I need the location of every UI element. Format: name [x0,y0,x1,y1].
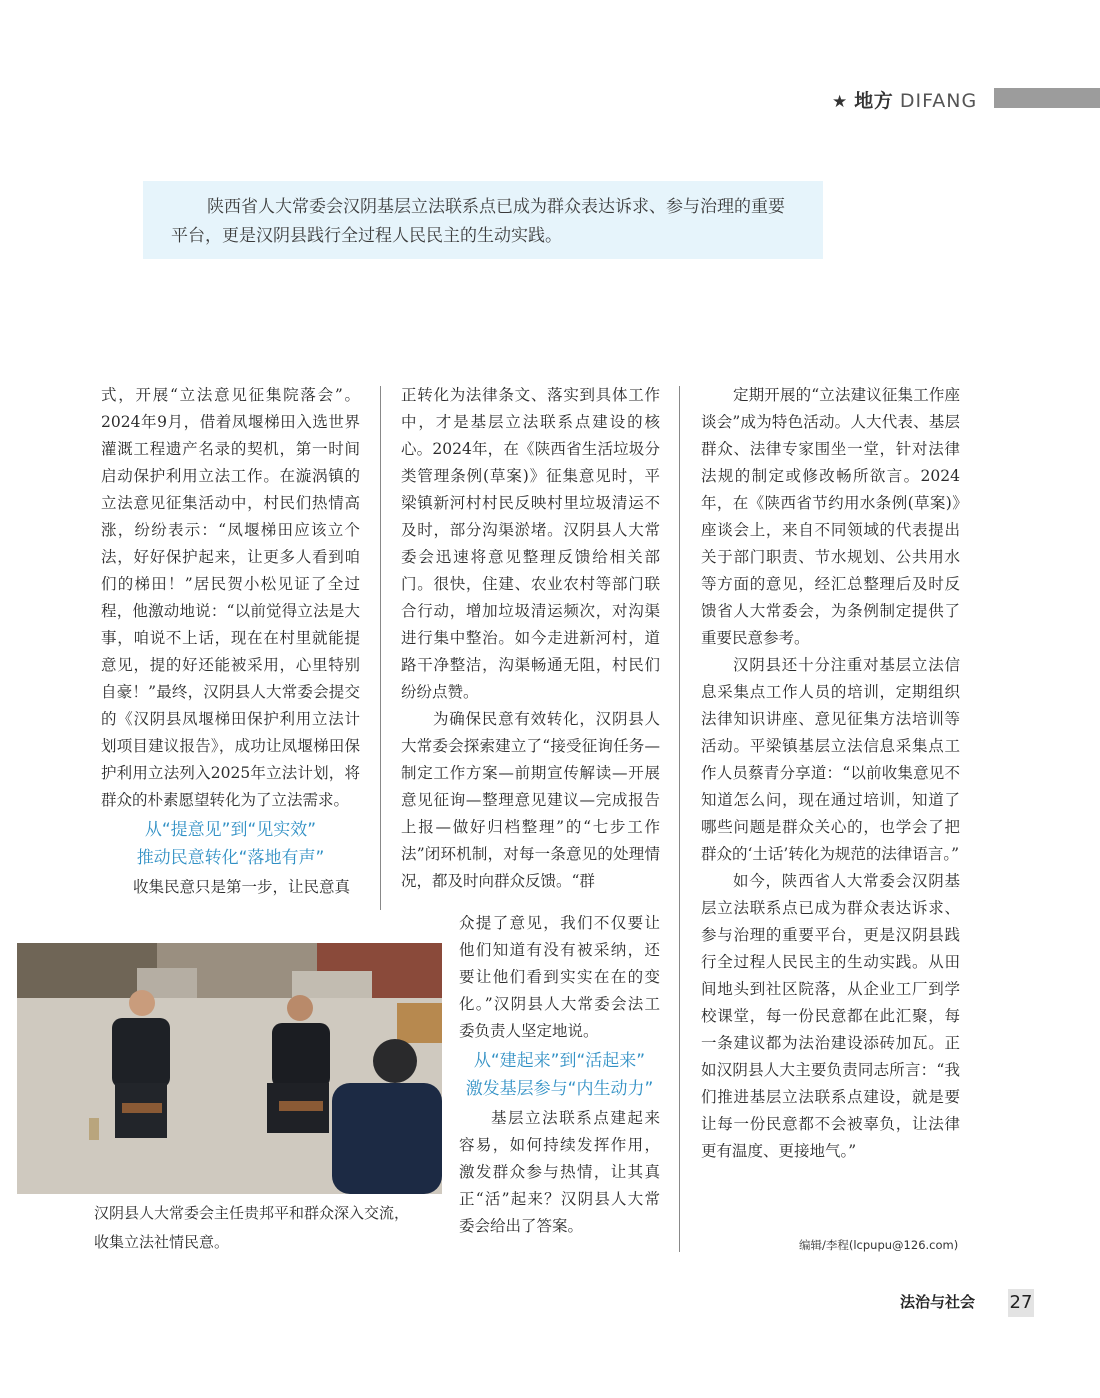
section-name-en: DIFANG [899,90,978,112]
subheading [101,816,360,872]
subheading-line: 从“建起来”到“活起来” [473,1051,646,1071]
paragraph: 为确保民意有效转化，汉阴县人大常委会探索建立了“接受征询任务—制定工作方案—前期宣传解读—开展意见征询—整理意见建议—完成报告上报—做好归档整理”的“七步工作法”闭环机制，对每一条意见的处理情况，都及时向群众反馈。“群 [401,710,660,890]
paragraph: 基层立法联系点建起来容易，如何持续发挥作用，激发群众参与热情，让其真正“活”起来？汉阴县人大常委会给出了答案。 [459,1109,660,1235]
paragraph: 收集民意只是第一步，让民意真 [133,878,351,896]
paragraph: 如今，陕西省人大常委会汉阴基层立法联系点已成为群众表达诉求、参与治理的重要平台，更是汉阴县践行全过程人民民主的生动实践。从田间地头到社区院落，从企业工厂到学校课堂，每一份民意都在此汇聚，每一条建议都为法治建设添砖加瓦。正如汉阴县人大主要负责同志所言：“我们推进基层立法联系点建设，就是要让每一份民意都不会被辜负，让法律更有温度、更接地气。” [701,872,960,1160]
column-2 [401,382,660,895]
subheading-line: 从“提意见”到“见实效” [144,820,317,840]
editor-credit: 编辑/李程(lcpupu@126.com) [799,1238,959,1252]
paragraph: 正转化为法律条文、落实到具体工作中，才是基层立法联系点建设的核心。2024年，在《陕西省生活垃圾分类管理条例(草案)》征集意见时，平梁镇新河村村民反映村里垃圾清运不及时，部分沟渠淤堵。汉阴县人大常委会迅速将意见整理反馈给相关部门。很快，住建、农业农村等部门联合行动，增加垃圾清运频次，对沟渠进行集中整治。如今走进新河村，道路干净整洁，沟渠畅通无阻，村民们纷纷点赞。 [401,386,660,701]
column-divider [380,386,381,910]
column-divider [679,386,680,1252]
column-2-continued [459,910,660,1240]
section-name-cn: 地方 [854,90,894,112]
subheading-line: 激发基层参与“内生动力” [465,1079,654,1099]
magazine-name: 法治与社会 [900,1293,976,1311]
section-bar [994,88,1100,108]
paragraph: 汉阴县还十分注重对基层立法信息采集点工作人员的培训，定期组织法律知识讲座、意见征集方法培训等活动。平梁镇基层立法信息采集点工作人员蔡青分享道：“以前收集意见不知道怎么问，现在通过培训，知道了哪些问题是群众关心的，也学会了把群众的‘土话’转化为规范的法律语言。” [701,656,960,863]
page-number: 27 [1008,1289,1034,1317]
column-3 [701,382,960,1165]
paragraph: 定期开展的“立法建议征集工作座谈会”成为特色活动。人大代表、基层群众、法律专家围坐一堂，针对法律法规的制定或修改畅所欲言。2024年，在《陕西省节约用水条例(草案)》座谈会上，来自不同领域的代表提出关于部门职责、节水规划、公共用水等方面的意见，经汇总整理后及时反馈省人大常委会，为条例制定提供了重要民意参考。 [701,386,960,647]
paragraph: 式，开展“立法意见征集院落会”。2024年9月，借着凤堰梯田入选世界灌溉工程遗产名录的契机，第一时间启动保护利用立法工作。在漩涡镇的立法意见征集活动中，村民们热情高涨，纷纷表示：“凤堰梯田应该立个法，好好保护起来，让更多人看到咱们的梯田！”居民贺小松见证了全过程，他激动地说：“以前觉得立法是大事，咱说不上话，现在在村里就能提意见，提的好还能被采用，心里特别自豪！”最终，汉阴县人大常委会提交的《汉阴县凤堰梯田保护利用立法计划项目建议报告》，成功让凤堰梯田保护利用立法列入2025年立法计划，将群众的朴素愿望转化为了立法需求。 [101,386,360,809]
subheading-line: 推动民意转化“落地有声” [136,848,325,868]
article-photo [17,943,442,1194]
photo-caption: 汉阴县人大常委会主任贵邦平和群众深入交流，收集立法社情民意。 [94,1204,410,1251]
paragraph: 众提了意见，我们不仅要让他们知道有没有被采纳，还要让他们看到实实在在的变化。”汉阴县人大常委会法工委负责人坚定地说。 [459,914,660,1040]
subheading [459,1047,660,1103]
summary-box: 陕西省人大常委会汉阴基层立法联系点已成为群众表达诉求、参与治理的重要平台，更是汉阴县践行全过程人民民主的生动实践。 [143,181,823,259]
column-1 [101,382,360,901]
star-icon: ★ [832,92,848,112]
section-label [832,86,977,113]
